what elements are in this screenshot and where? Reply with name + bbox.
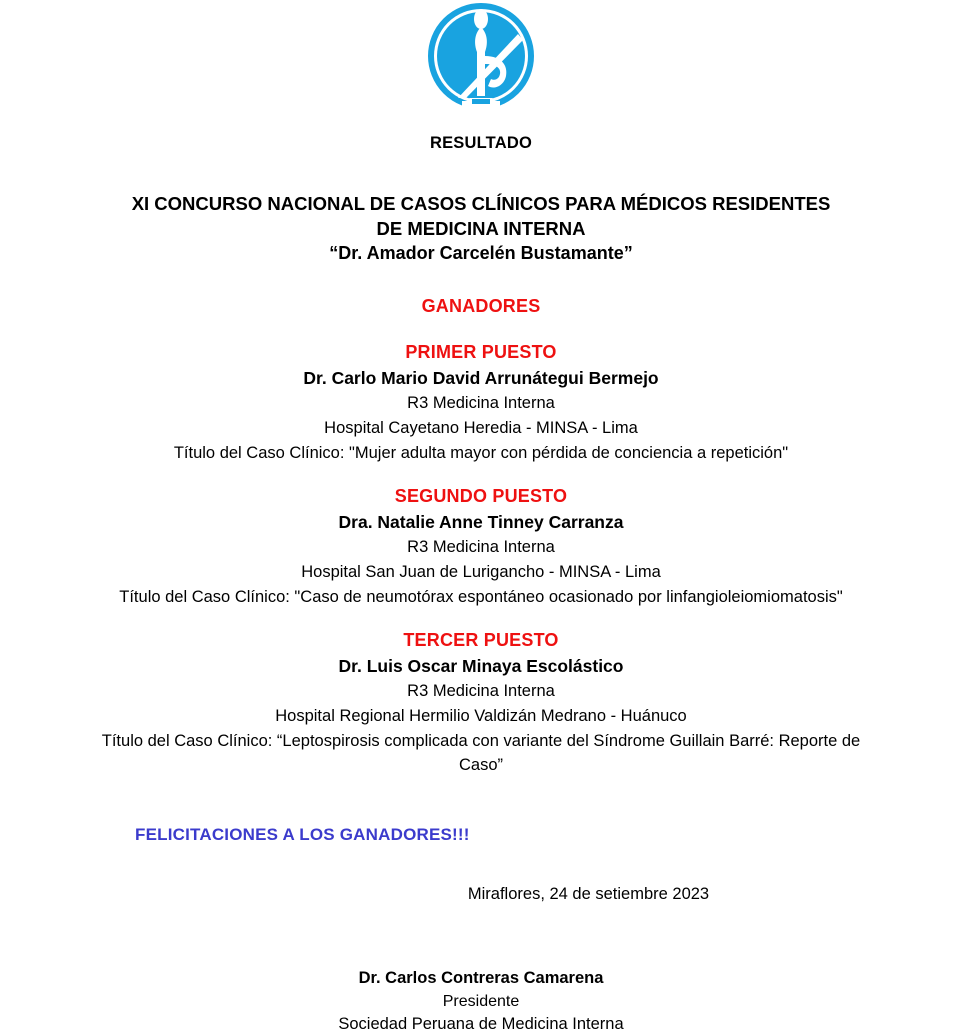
contest-title-line-1: XI CONCURSO NACIONAL DE CASOS CLÍNICOS PARA MÉDICOS RESIDENTES bbox=[131, 193, 831, 214]
spmi-logo-icon bbox=[422, 0, 540, 116]
winner-block-third bbox=[0, 627, 962, 777]
winner-level-first: R3 Medicina Interna bbox=[407, 394, 555, 412]
contest-title-line-3: “Dr. Amador Carcelén Bustamante” bbox=[329, 243, 633, 263]
place-date: Miraflores, 24 de setiembre 2023 bbox=[467, 885, 710, 903]
winner-name-second: Dra. Natalie Anne Tinney Carranza bbox=[338, 512, 624, 532]
winner-institution-second: Hospital San Juan de Lurigancho - MINSA - Lima bbox=[301, 563, 661, 581]
winner-block-first bbox=[0, 339, 962, 465]
signatory-role: Presidente bbox=[442, 993, 520, 1010]
winner-name-third: Dr. Luis Oscar Minaya Escolástico bbox=[338, 656, 624, 676]
winner-institution-first: Hospital Cayetano Heredia - MINSA - Lima bbox=[324, 419, 638, 437]
winner-case-title-first: Título del Caso Clínico: "Mujer adulta mayor con pérdida de conciencia a repetición" bbox=[173, 444, 789, 462]
place-label-first: PRIMER PUESTO bbox=[405, 342, 557, 362]
signatory-organization: Sociedad Peruana de Medicina Interna bbox=[338, 1015, 624, 1033]
winner-level-second: R3 Medicina Interna bbox=[407, 538, 555, 556]
winner-institution-third: Hospital Regional Hermilio Valdizán Medrano - Huánuco bbox=[275, 707, 687, 725]
contest-title-line-2: DE MEDICINA INTERNA bbox=[376, 218, 586, 239]
logo-container bbox=[0, 0, 962, 118]
signature-block bbox=[0, 966, 962, 1036]
congratulations-text: FELICITACIONES A LOS GANADORES!!! bbox=[135, 825, 470, 844]
winner-case-title-second: Título del Caso Clínico: "Caso de neumotórax espontáneo ocasionado por linfangioleiomiomatosis" bbox=[119, 588, 843, 606]
winner-case-title-third: Título del Caso Clínico: “Leptospirosis complicada con variante del Síndrome Guillain Barré: Reporte de Caso” bbox=[101, 732, 861, 774]
winners-heading: GANADORES bbox=[421, 296, 541, 316]
winner-level-third: R3 Medicina Interna bbox=[407, 682, 555, 700]
winner-block-second bbox=[0, 483, 962, 609]
signatory-name: Dr. Carlos Contreras Camarena bbox=[358, 969, 604, 987]
place-label-third: TERCER PUESTO bbox=[403, 630, 559, 650]
winner-name-first: Dr. Carlo Mario David Arrunátegui Bermejo bbox=[303, 368, 659, 388]
place-label-second: SEGUNDO PUESTO bbox=[394, 486, 568, 506]
page-title: RESULTADO bbox=[429, 134, 533, 152]
contest-title bbox=[0, 191, 962, 266]
